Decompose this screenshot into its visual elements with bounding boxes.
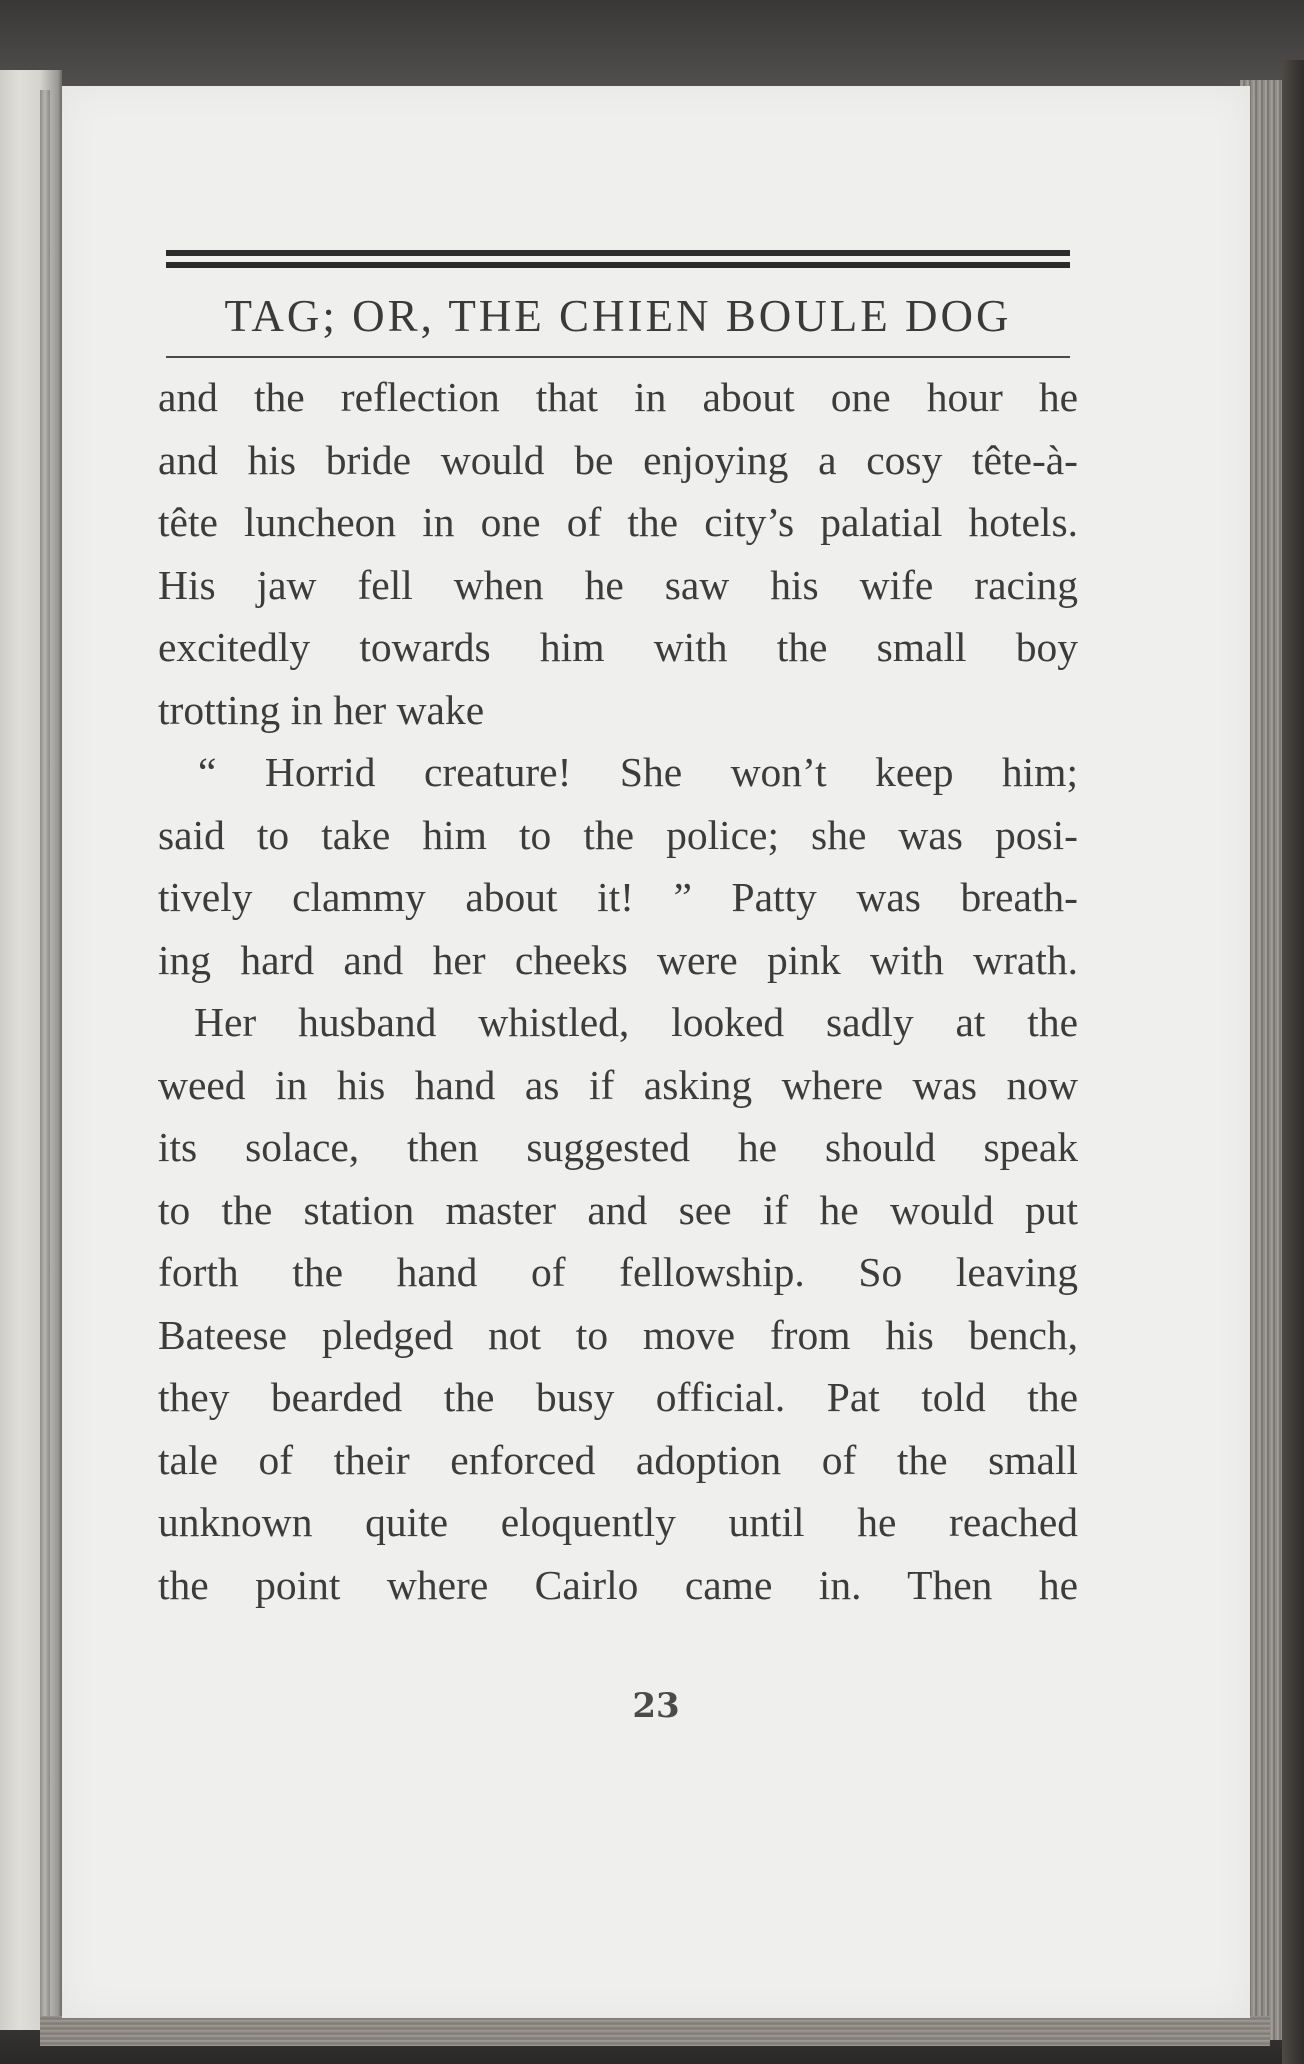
- body-text: [158, 366, 1078, 1616]
- text-line: the point where Cairlo came in. Then he: [158, 1561, 1078, 1608]
- text-line: and his bride would be enjoying a cosy tête-à-: [158, 436, 1078, 483]
- text-line: to the station master and see if he would put: [158, 1186, 1078, 1233]
- text-line: tête luncheon in one of the city’s palatial hotels.: [158, 499, 1078, 545]
- text-line: weed in his hand as if asking where was now: [158, 1061, 1078, 1108]
- text-line: its solace, then suggested he should speak: [158, 1124, 1078, 1170]
- bottom-page-edges: [40, 2016, 1270, 2046]
- book-cover-edge: [1282, 60, 1304, 2064]
- text-line: and the reflection that in about one hour he: [158, 374, 1078, 420]
- header-double-rule: [166, 250, 1070, 268]
- text-line: His jaw fell when he saw his wife racing: [158, 561, 1078, 608]
- book-page: [62, 86, 1250, 2018]
- header-rule-top: [166, 250, 1070, 256]
- text-line: Her husband whistled, looked sadly at the: [194, 999, 1078, 1045]
- gutter-shadow: [40, 90, 50, 2020]
- text-line: tively clammy about it! ” Patty was breath-: [158, 874, 1078, 920]
- text-line: unknown quite eloquently until he reached: [158, 1499, 1078, 1545]
- text-line: “ Horrid creature! She won’t keep him;: [198, 749, 1078, 795]
- text-line: said to take him to the police; she was posi-: [158, 811, 1078, 858]
- header-rule-bottom: [166, 262, 1070, 268]
- text-line: trotting in her wake: [158, 686, 485, 733]
- page-number: 23: [632, 1686, 680, 1726]
- text-line: tale of their enforced adoption of the small: [158, 1436, 1078, 1483]
- text-line: ing hard and her cheeks were pink with wrath.: [158, 936, 1078, 983]
- running-head-underline: [166, 356, 1070, 358]
- running-head: TAG; OR, THE CHIEN BOULE DOG: [224, 291, 1012, 341]
- text-line: they bearded the busy official. Pat told the: [158, 1374, 1078, 1420]
- left-facing-page-edge: [0, 70, 62, 2030]
- text-line: forth the hand of fellowship. So leaving: [158, 1249, 1078, 1295]
- text-line: excitedly towards him with the small boy: [158, 624, 1078, 670]
- text-line: Bateese pledged not to move from his bench,: [158, 1311, 1078, 1358]
